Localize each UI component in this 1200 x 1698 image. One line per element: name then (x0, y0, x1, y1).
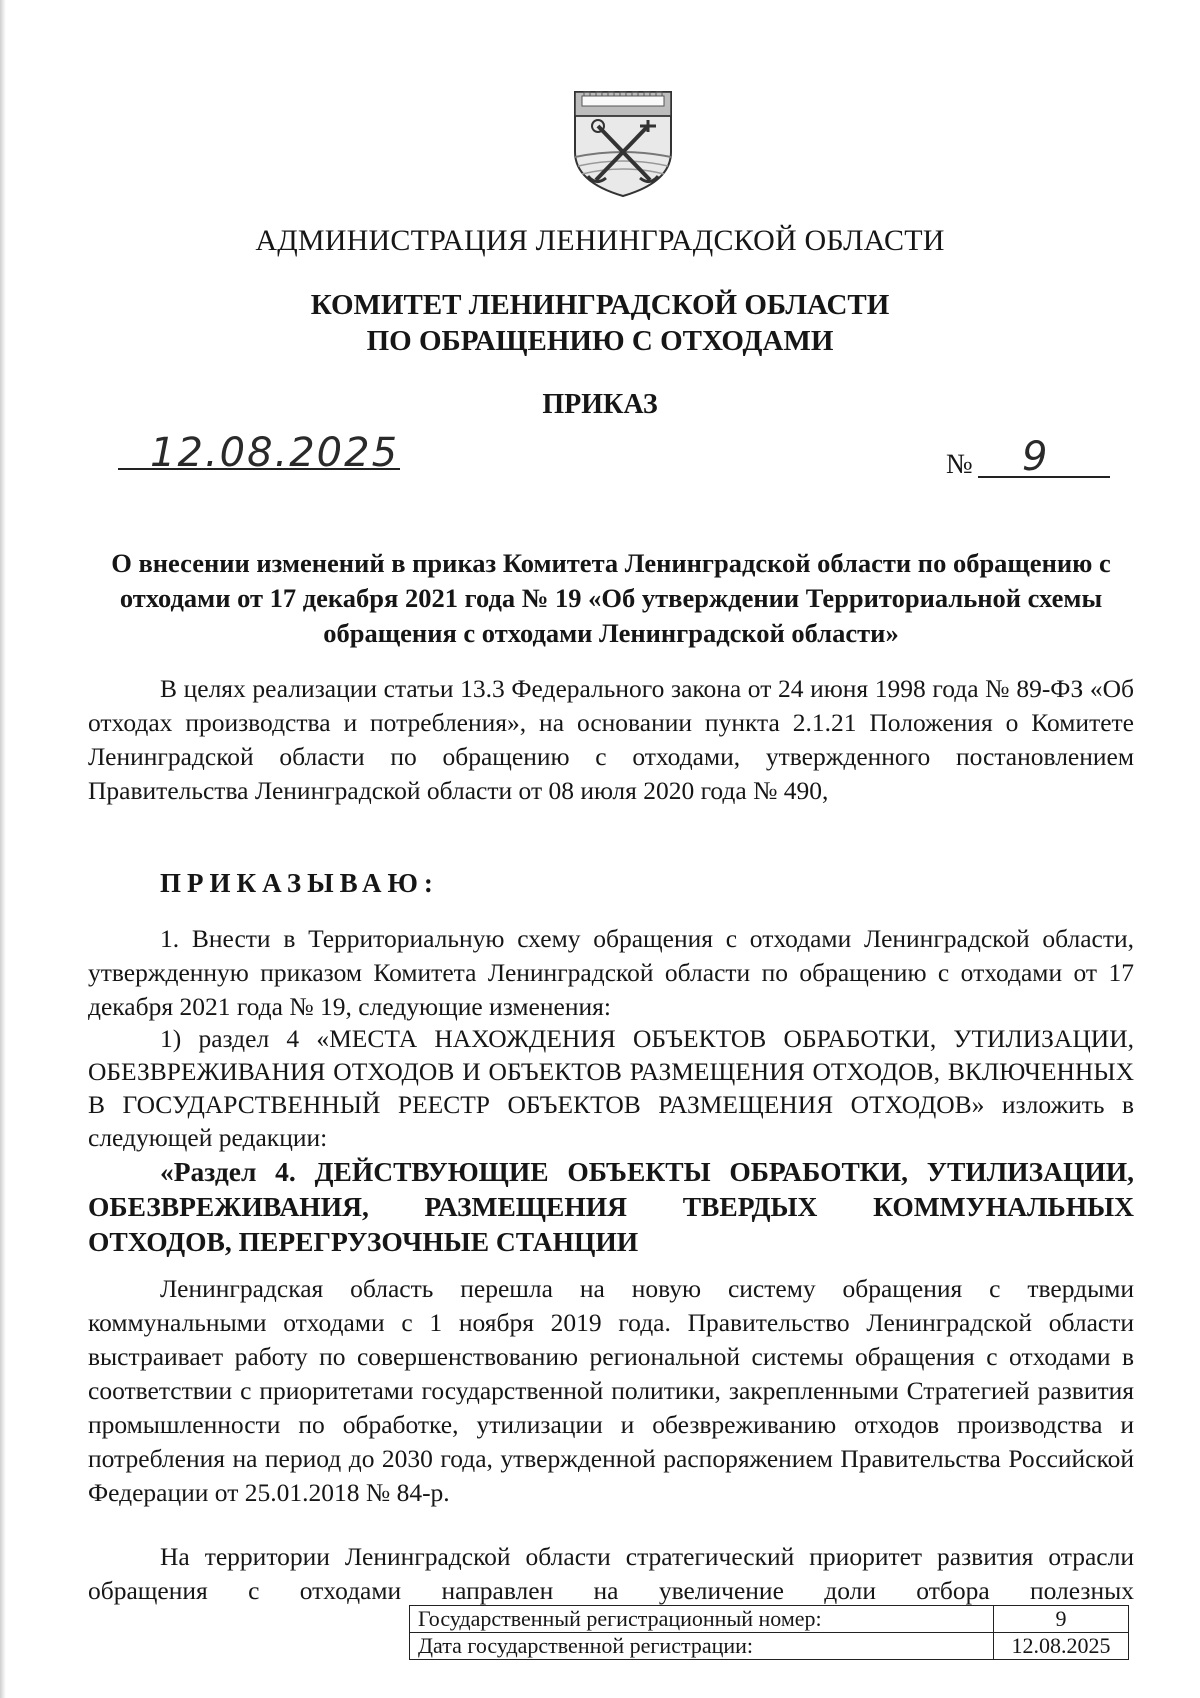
registration-date-value: 12.08.2025 (994, 1633, 1129, 1660)
order-number-underline (978, 476, 1110, 478)
table-row (410, 1633, 1129, 1660)
committee-name-line-2: ПО ОБРАЩЕНИЮ С ОТХОДАМИ (366, 325, 834, 357)
order-command: ПРИКАЗЫВАЮ: (160, 868, 439, 898)
section-4-heading: «Раздел 4. ДЕЙСТВУЮЩИЕ ОБЪЕКТЫ ОБРАБОТКИ, УТИЛИЗАЦИИ, ОБЕЗВРЕЖИВАНИЯ, РАЗМЕЩЕНИЯ ТВЕРДЫХ КОММУНАЛЬНЫХ ОТХОДОВ, ПЕРЕГРУЗОЧНЫЕ СТАНЦИИ (88, 1156, 1134, 1257)
coat-of-arms-icon (570, 86, 676, 198)
document-title: О внесении изменений в приказ Комитета Ленинградской области по обращению с отходами от 17 декабря 2021 года № 19 «Об утверждении Территориальной схемы обращения с отходами Ленинградской области» (111, 548, 1111, 648)
body-paragraph-1: Ленинградская область перешла на новую систему обращения с твердыми коммунальными отходами с 1 ноября 2019 года. Правительство Ленинградской области выстраивает работу по совершенствованию региональной системы обращения с отходами в соответствии с приоритетами государственной политики, закрепленными Стратегией развития промышленности по обработке, утилизации и обезвреживанию отходов производства и потребления на период до 2030 года, утвержденной распоряжением Правительства Российской Федерации от 25.01.2018 № 84-р. (88, 1274, 1134, 1507)
order-date-handwritten: 12.08.2025 (150, 430, 400, 476)
preamble-paragraph: В целях реализации статьи 13.3 Федерального закона от 24 июня 1998 года № 89-ФЗ «Об отходах производства и потребления», на основании пункта 2.1.21 Положения о Комитете Ленинградской области по обращению с отходами, утвержденного постановлением Правительства Ленинградской области от 08 июля 2020 года № 490, (88, 674, 1134, 805)
registration-stamp-table (409, 1605, 1129, 1660)
registration-date-label: Дата государственной регистрации: (410, 1633, 994, 1660)
item-1-subitem-1-paragraph: 1) раздел 4 «МЕСТА НАХОЖДЕНИЯ ОБЪЕКТОВ ОБРАБОТКИ, УТИЛИЗАЦИИ, ОБЕЗВРЕЖИВАНИЯ ОТХОДОВ И ОБЪЕКТОВ РАЗМЕЩЕНИЯ ОТХОДОВ, ВКЛЮЧЕННЫХ В ГОСУДАРСТВЕННЫЙ РЕЕСТР ОБЪЕКТОВ РАЗМЕЩЕНИЯ ОТХОДОВ» изложить в следующей редакции: (88, 1024, 1134, 1152)
order-number-handwritten: 9 (1022, 434, 1048, 480)
registration-number-value: 9 (994, 1606, 1129, 1633)
committee-name-line-1: КОМИТЕТ ЛЕНИНГРАДСКОЙ ОБЛАСТИ (310, 289, 890, 321)
registration-number-label: Государственный регистрационный номер: (410, 1606, 994, 1633)
document-type: ПРИКАЗ (542, 389, 658, 420)
organization-name: АДМИНИСТРАЦИЯ ЛЕНИНГРАДСКОЙ ОБЛАСТИ (255, 224, 945, 257)
committee-name (0, 287, 1200, 359)
order-date-underline (118, 468, 400, 470)
order-number-sign: № (946, 449, 973, 480)
item-1-paragraph: 1. Внести в Территориальную схему обращения с отходами Ленинградской области, утвержденную приказом Комитета Ленинградской области по обращению с отходами от 17 декабря 2021 года № 19, следующие изменения: (88, 924, 1134, 1021)
body-paragraph-2: На территории Ленинградской области стратегический приоритет развития отрасли обращения с отходами направлен на увеличение доли отбора полезных (88, 1542, 1134, 1605)
table-row (410, 1606, 1129, 1633)
